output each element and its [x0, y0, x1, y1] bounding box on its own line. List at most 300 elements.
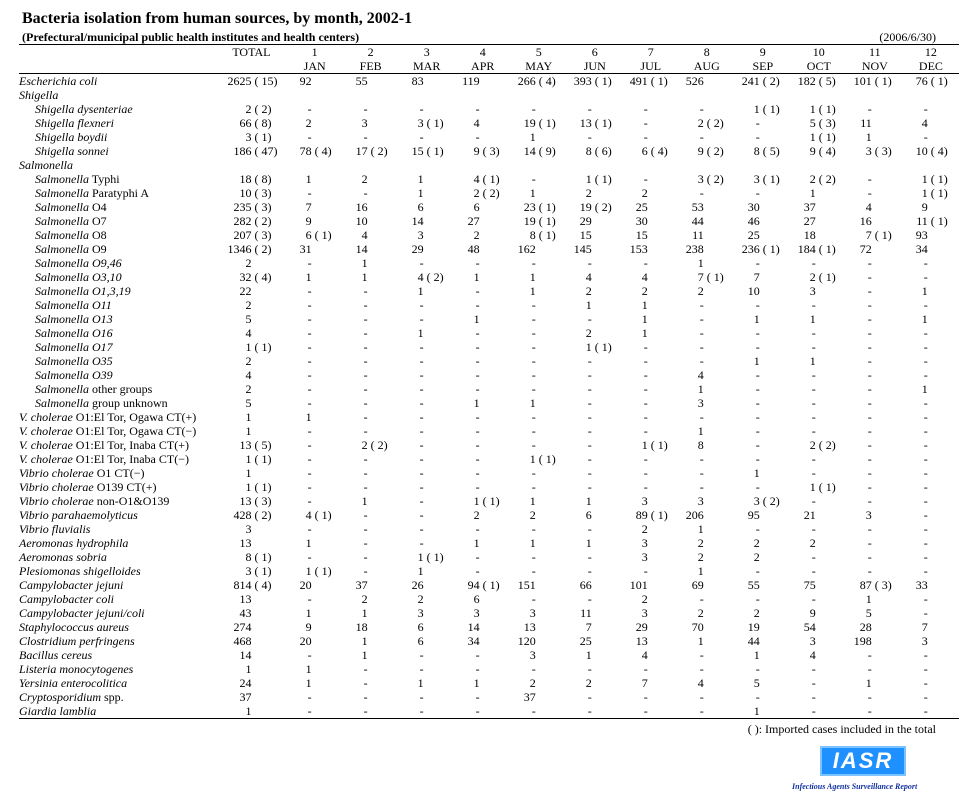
month-imported — [426, 74, 455, 89]
month-count: - — [923, 494, 928, 508]
month-count: 4 — [697, 368, 704, 382]
month-imported — [650, 172, 679, 186]
month-imported — [874, 340, 903, 354]
table-row — [19, 508, 959, 522]
month-imported — [426, 214, 455, 228]
month-count: 7 — [921, 620, 928, 634]
month-imported — [370, 634, 399, 648]
month-count: - — [643, 340, 648, 354]
month-imported: ( 1) — [482, 578, 500, 592]
month-imported — [538, 592, 567, 606]
month-imported: ( 1) — [538, 228, 556, 242]
organism-name — [19, 270, 216, 284]
month-count — [903, 158, 930, 172]
organism-name — [19, 312, 216, 326]
month-count: 1 — [473, 676, 480, 690]
month-imported — [594, 690, 623, 704]
month-imported — [706, 200, 735, 214]
month-count: - — [587, 382, 592, 396]
month-count: 13 — [579, 116, 592, 130]
organism-name — [19, 550, 216, 564]
month-imported — [706, 606, 735, 620]
month-count: - — [923, 662, 928, 676]
month-imported — [650, 676, 679, 690]
month-imported — [594, 592, 623, 606]
organism-name — [19, 480, 216, 494]
month-count: 14 — [467, 620, 480, 634]
month-imported — [818, 396, 847, 410]
month-imported — [482, 340, 511, 354]
month-imported — [538, 130, 567, 144]
imported-count: 1 — [261, 550, 268, 564]
month-count — [343, 158, 370, 172]
month-count: 19 — [747, 620, 760, 634]
header-month-name: JAN — [287, 59, 343, 74]
month-imported — [538, 270, 567, 284]
month-count: - — [923, 648, 928, 662]
month-count: 4 — [641, 270, 648, 284]
month-imported — [314, 340, 343, 354]
month-count: - — [923, 326, 928, 340]
total-imported — [253, 88, 286, 102]
month-count: - — [587, 368, 592, 382]
month-imported — [762, 298, 791, 312]
month-imported — [650, 550, 679, 564]
month-count: - — [363, 382, 368, 396]
organism-name-italic: Salmonella — [35, 228, 89, 242]
total-count: 13 — [239, 494, 252, 508]
month-count: - — [755, 592, 760, 606]
month-count: - — [755, 382, 760, 396]
month-imported — [426, 396, 455, 410]
month-imported: ( 1) — [314, 508, 332, 522]
month-count: - — [755, 130, 760, 144]
month-imported: ( 5) — [762, 144, 780, 158]
organism-name — [19, 102, 216, 116]
month-count: - — [307, 690, 312, 704]
month-count: - — [419, 102, 424, 116]
month-count: - — [419, 452, 424, 466]
month-count: - — [531, 466, 536, 480]
total-imported — [253, 312, 286, 326]
month-imported: ( 1) — [930, 74, 948, 88]
month-count: - — [587, 438, 592, 452]
organism-name-italic: V. cholerae — [19, 424, 73, 438]
month-imported — [706, 494, 735, 508]
month-count: 2 — [697, 606, 704, 620]
month-count: 5 — [753, 676, 760, 690]
total-imported: ( 3) — [254, 228, 272, 242]
month-count: - — [923, 130, 928, 144]
month-imported — [370, 368, 399, 382]
month-imported — [538, 102, 567, 116]
month-imported — [762, 466, 791, 480]
month-count: 1 — [529, 130, 536, 144]
imported-count: 3 — [825, 116, 832, 130]
month-imported — [930, 158, 959, 172]
month-imported — [650, 452, 679, 466]
month-count: - — [587, 354, 592, 368]
month-imported — [370, 424, 399, 438]
month-count: 9 — [305, 214, 312, 228]
month-imported — [650, 88, 679, 102]
month-count: 1 — [809, 186, 816, 200]
header-row-months — [19, 59, 959, 74]
organism-name-italic: Salmonella — [35, 186, 89, 200]
month-imported — [314, 676, 343, 690]
organism-name — [19, 634, 216, 648]
month-imported — [930, 200, 959, 214]
month-imported — [594, 424, 623, 438]
month-imported — [762, 200, 791, 214]
month-imported: ( 1) — [314, 564, 332, 578]
total-imported: ( 2) — [254, 508, 272, 522]
month-imported — [370, 648, 399, 662]
month-imported — [930, 480, 959, 494]
month-imported — [538, 508, 567, 522]
month-imported — [370, 242, 399, 256]
total-imported: ( 8) — [254, 116, 272, 130]
total-imported: ( 15) — [254, 74, 278, 88]
imported-count: 1 — [825, 242, 832, 256]
total-count: 18 — [239, 172, 252, 186]
month-imported — [706, 410, 735, 424]
month-count: 9 — [473, 144, 480, 158]
month-count: 3 — [809, 284, 816, 298]
month-count: 1 — [305, 676, 312, 690]
total-count: 1 — [216, 704, 253, 719]
month-count: - — [643, 116, 648, 130]
month-count: 7 — [305, 200, 312, 214]
month-imported — [594, 396, 623, 410]
month-imported — [594, 550, 623, 564]
month-imported — [482, 200, 511, 214]
month-count: 3 — [417, 116, 424, 130]
month-count: 3 — [753, 494, 760, 508]
month-count: - — [363, 536, 368, 550]
month-imported — [538, 396, 567, 410]
month-count: - — [811, 676, 816, 690]
month-count: 1 — [697, 564, 704, 578]
month-count: - — [419, 522, 424, 536]
month-imported — [874, 592, 903, 606]
month-count: 4 — [641, 648, 648, 662]
month-count: 2 — [753, 550, 760, 564]
month-imported — [874, 452, 903, 466]
month-imported: ( 4) — [314, 144, 332, 158]
organism-name-italic: Aeromonas hydrophila — [19, 536, 129, 550]
month-count: - — [419, 508, 424, 522]
month-imported — [594, 508, 623, 522]
month-count: - — [307, 424, 312, 438]
month-count: 2 — [697, 116, 704, 130]
month-count: 2 — [641, 284, 648, 298]
table-row — [19, 606, 959, 620]
month-count: 66 — [579, 578, 592, 592]
month-imported — [370, 480, 399, 494]
month-count: - — [811, 564, 816, 578]
month-count: - — [755, 480, 760, 494]
month-count: - — [755, 116, 760, 130]
month-imported — [426, 662, 455, 676]
month-imported — [594, 676, 623, 690]
month-imported — [930, 508, 959, 522]
month-imported — [650, 382, 679, 396]
isolation-table — [19, 44, 959, 719]
month-count: 3 — [865, 508, 872, 522]
month-count: 1 — [809, 312, 816, 326]
month-count: - — [363, 550, 368, 564]
month-imported — [706, 690, 735, 704]
month-imported: ( 1) — [818, 130, 836, 144]
month-count: 1 — [529, 396, 536, 410]
month-imported — [706, 340, 735, 354]
month-imported — [930, 340, 959, 354]
month-imported: ( 1) — [538, 452, 556, 466]
month-count: - — [307, 452, 312, 466]
month-imported — [762, 634, 791, 648]
month-count: - — [867, 410, 872, 424]
month-imported — [482, 592, 511, 606]
organism-name-italic: Clostridium perfringens — [19, 634, 135, 648]
month-imported — [482, 522, 511, 536]
month-count: - — [531, 564, 536, 578]
month-count: 8 — [585, 144, 592, 158]
total-imported — [253, 522, 286, 536]
imported-count: 1 — [261, 340, 268, 354]
month-imported: ( 5) — [818, 74, 836, 88]
month-count: 19 — [579, 200, 592, 214]
organism-name — [19, 200, 216, 214]
month-imported — [594, 452, 623, 466]
month-imported — [314, 298, 343, 312]
month-imported — [874, 550, 903, 564]
month-count: 2 — [529, 676, 536, 690]
month-count: 16 — [859, 214, 872, 228]
month-imported — [762, 130, 791, 144]
organism-name — [19, 690, 216, 704]
month-imported — [482, 662, 511, 676]
month-count: - — [755, 452, 760, 466]
month-count: 1 — [641, 298, 648, 312]
month-count: 16 — [355, 200, 368, 214]
table-row — [19, 634, 959, 648]
month-count: - — [419, 312, 424, 326]
imported-count: 3 — [881, 144, 888, 158]
month-count: - — [307, 368, 312, 382]
month-imported — [594, 480, 623, 494]
month-imported — [706, 312, 735, 326]
month-count: - — [419, 648, 424, 662]
month-count: 1 — [529, 536, 536, 550]
organism-name-italic: Salmonella O9,46 — [35, 256, 122, 270]
imported-count: 1 — [545, 200, 552, 214]
month-count: - — [923, 606, 928, 620]
month-imported — [594, 606, 623, 620]
month-count — [287, 88, 314, 102]
month-imported — [930, 102, 959, 116]
month-count: - — [307, 354, 312, 368]
month-count: 11 — [860, 116, 872, 130]
total-count: 4 — [245, 326, 252, 340]
organism-name — [19, 242, 216, 256]
month-imported — [650, 102, 679, 116]
month-count: 54 — [803, 620, 816, 634]
month-imported — [874, 676, 903, 690]
month-count: - — [587, 662, 592, 676]
month-imported — [314, 494, 343, 508]
month-imported — [818, 382, 847, 396]
month-imported — [706, 550, 735, 564]
month-imported — [650, 480, 679, 494]
total-count: 282 — [233, 214, 252, 228]
month-imported — [762, 186, 791, 200]
month-count: - — [475, 256, 480, 270]
month-count: 2 — [473, 228, 480, 242]
month-count: 70 — [691, 620, 704, 634]
total-count: 1 — [245, 452, 252, 466]
table-row — [19, 186, 959, 200]
month-count: - — [867, 270, 872, 284]
organism-name-italic: V. cholerae — [19, 452, 73, 466]
month-imported — [874, 704, 903, 719]
month-imported — [762, 648, 791, 662]
month-count: - — [811, 410, 816, 424]
month-count: - — [643, 424, 648, 438]
month-imported — [762, 522, 791, 536]
month-imported — [650, 662, 679, 676]
month-count — [399, 158, 426, 172]
table-row — [19, 242, 959, 256]
month-imported — [706, 676, 735, 690]
month-count: 2 — [529, 508, 536, 522]
month-count: - — [475, 466, 480, 480]
month-count: 1 — [529, 494, 536, 508]
month-imported — [370, 130, 399, 144]
month-count: 3 — [865, 144, 872, 158]
month-count: - — [363, 186, 368, 200]
month-imported — [594, 270, 623, 284]
month-count: 48 — [467, 242, 480, 256]
organism-name-italic: Salmonella O3,10 — [35, 270, 122, 284]
total-imported — [253, 158, 286, 172]
month-count: - — [475, 522, 480, 536]
month-imported — [370, 592, 399, 606]
month-imported — [538, 522, 567, 536]
month-imported — [762, 354, 791, 368]
month-count: 1 — [417, 284, 424, 298]
month-count: - — [923, 424, 928, 438]
month-count: - — [363, 354, 368, 368]
month-count: - — [419, 494, 424, 508]
month-imported — [482, 354, 511, 368]
month-imported — [762, 382, 791, 396]
imported-count: 1 — [769, 102, 776, 116]
total-count: 22 — [239, 284, 252, 298]
month-imported — [762, 214, 791, 228]
organism-name-italic: Salmonella — [19, 158, 73, 172]
organism-name-italic: Campylobacter jejuni/coli — [19, 606, 145, 620]
month-count: - — [867, 396, 872, 410]
month-count: - — [567, 704, 594, 719]
month-count: 1 — [305, 662, 312, 676]
month-imported — [874, 200, 903, 214]
month-imported — [594, 354, 623, 368]
month-count: 120 — [517, 634, 536, 648]
total-imported: ( 47) — [254, 144, 278, 158]
header-month-name: APR — [455, 59, 511, 74]
month-imported — [426, 438, 455, 452]
month-count: 2 — [473, 508, 480, 522]
month-imported — [930, 634, 959, 648]
month-imported — [314, 284, 343, 298]
month-imported — [762, 550, 791, 564]
month-count: 393 — [573, 74, 592, 88]
organism-name-italic: Vibrio cholerae — [19, 494, 94, 508]
month-count: - — [811, 522, 816, 536]
month-count: 34 — [467, 634, 480, 648]
month-count: 2 — [585, 676, 592, 690]
total-imported — [253, 662, 286, 676]
imported-count: 4 — [825, 144, 832, 158]
month-imported — [538, 634, 567, 648]
month-count: 2 — [809, 270, 816, 284]
month-count: - — [531, 438, 536, 452]
header-month-name: DEC — [903, 59, 959, 74]
month-imported — [426, 592, 455, 606]
total-imported: ( 4) — [254, 578, 272, 592]
month-count: 2 — [361, 592, 368, 606]
month-count: 2 — [361, 172, 368, 186]
month-imported: ( 1) — [314, 228, 332, 242]
organism-name — [19, 648, 216, 662]
table-row — [19, 662, 959, 676]
month-imported — [874, 564, 903, 578]
month-count: 6 — [305, 228, 312, 242]
month-count: 55 — [355, 74, 368, 88]
month-imported — [314, 88, 343, 102]
month-count: - — [643, 564, 648, 578]
month-count: 14 — [523, 144, 536, 158]
month-count: - — [587, 564, 592, 578]
total-imported — [253, 284, 286, 298]
organism-name-italic: Cryptosporidium — [19, 690, 102, 704]
month-imported — [818, 508, 847, 522]
month-imported — [762, 88, 791, 102]
month-imported — [650, 494, 679, 508]
month-imported: ( 2) — [818, 438, 836, 452]
table-row — [19, 312, 959, 326]
month-count: - — [363, 508, 368, 522]
organism-name-italic: Campylobacter coli — [19, 592, 114, 606]
month-imported: ( 2) — [762, 494, 780, 508]
month-count: 1 — [641, 312, 648, 326]
month-count: 1 — [697, 634, 704, 648]
month-count — [903, 88, 930, 102]
header-month-number: 10 — [791, 45, 847, 60]
month-imported — [594, 536, 623, 550]
month-imported — [538, 88, 567, 102]
total-count: 2625 — [227, 74, 252, 88]
month-imported — [426, 620, 455, 634]
month-imported — [370, 214, 399, 228]
month-imported — [426, 564, 455, 578]
month-count: 8 — [697, 438, 704, 452]
header-total: TOTAL — [216, 45, 287, 60]
month-count: 1 — [735, 704, 762, 719]
imported-count: 3 — [261, 200, 268, 214]
month-count: 1 — [473, 270, 480, 284]
